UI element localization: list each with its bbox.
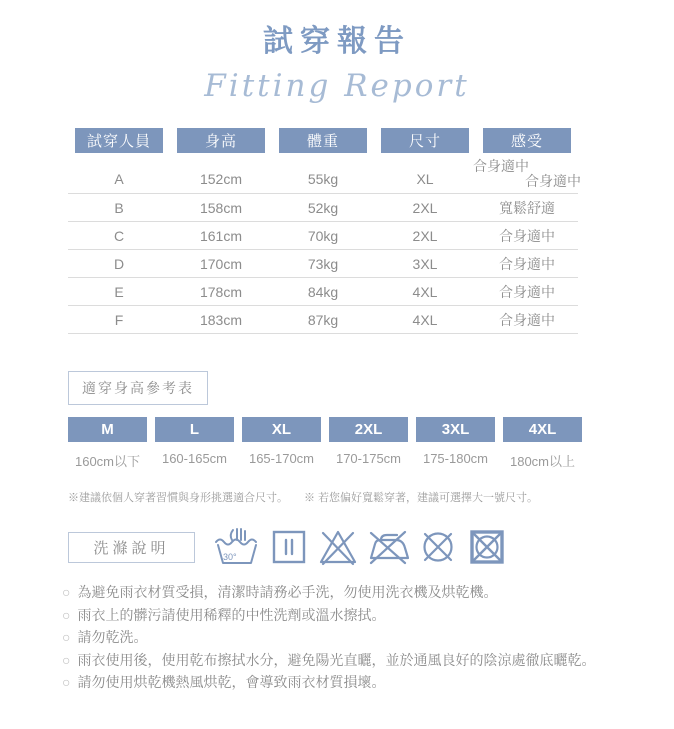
svg-text:30°: 30° — [223, 552, 237, 562]
size-ranges-row — [68, 451, 582, 470]
cell-person: E — [114, 283, 124, 300]
cell-weight: 52kg — [307, 199, 339, 216]
cell-height: 183cm — [199, 311, 243, 328]
size-range: 160cm以下 — [74, 454, 141, 469]
header-cell-feel: 感受 — [483, 128, 571, 153]
do-not-iron-icon — [367, 527, 409, 567]
cell-height: 158cm — [199, 199, 243, 216]
size-badge-4xl: 4XL — [503, 417, 582, 442]
cell-size: 2XL — [412, 199, 438, 216]
list-item — [62, 626, 622, 649]
size-reference-section — [68, 334, 578, 505]
cell-weight: 87kg — [307, 311, 339, 328]
cell-feel: 合身適中 — [499, 227, 555, 244]
cell-height: 178cm — [199, 283, 243, 300]
size-range: 160-165cm — [161, 451, 228, 466]
cell-person: D — [113, 255, 125, 272]
header-cell-person: 試穿人員 — [75, 128, 163, 153]
table-row — [68, 250, 578, 278]
table-row — [68, 153, 581, 194]
cell-person: B — [114, 199, 124, 216]
circle-bullet-icon: ○ — [62, 606, 71, 623]
size-range: 165-170cm — [248, 451, 315, 466]
cell-feel: 合身適中 — [499, 283, 555, 300]
table-row — [68, 222, 578, 250]
page-title: 試穿報告 — [263, 25, 411, 58]
do-not-dry-clean-icon — [418, 527, 458, 567]
care-instruction-text: 雨衣上的髒污請使用稀釋的中性洗劑或溫水擦拭。 — [77, 606, 386, 623]
cell-feel-line: 合身適中 — [525, 173, 581, 189]
do-not-bleach-icon — [318, 527, 358, 567]
care-instruction-text: 請勿使用烘乾機熱風烘乾，會導致雨衣材質損壞。 — [77, 674, 386, 690]
cell-feel — [473, 158, 581, 193]
table-row — [68, 306, 578, 334]
list-item — [62, 649, 622, 672]
size-reference-label: 適穿身高參考表 — [68, 371, 208, 405]
care-instruction-text: 為避免雨衣材質受損，清潔時請務必手洗，勿使用洗衣機及烘乾機。 — [77, 584, 498, 600]
washing-label: 洗滌說明 — [68, 532, 195, 563]
size-badge-xl: XL — [242, 417, 321, 442]
size-range: 180cm以上 — [509, 454, 576, 469]
cell-size: 4XL — [412, 283, 438, 300]
size-notes — [68, 489, 578, 505]
table-row — [68, 278, 578, 306]
cell-size: 2XL — [412, 227, 438, 244]
size-note: ※ 若您偏好寬鬆穿著，建議可選擇大一號尺寸。 — [304, 492, 539, 504]
size-badge-m: M — [68, 417, 147, 442]
size-range: 170-175cm — [335, 451, 402, 466]
header-cell-size: 尺寸 — [381, 128, 469, 153]
care-instruction-text: 請勿乾洗。 — [77, 629, 148, 645]
cell-weight: 70kg — [307, 227, 339, 244]
header-cell-height: 身高 — [177, 128, 265, 153]
circle-bullet-icon: ○ — [62, 651, 71, 668]
cell-size: 3XL — [412, 255, 438, 272]
cell-size: 4XL — [412, 311, 438, 328]
cell-feel: 合身適中 — [499, 311, 555, 328]
circle-bullet-icon: ○ — [62, 674, 71, 690]
size-badge-2xl: 2XL — [329, 417, 408, 442]
cell-feel: 合身適中 — [499, 255, 555, 272]
cell-size: XL — [416, 171, 434, 187]
size-badge-l: L — [155, 417, 234, 442]
size-range: 175-180cm — [422, 451, 489, 466]
do-not-tumble-dry-icon — [467, 527, 507, 567]
circle-bullet-icon: ○ — [62, 584, 71, 600]
cell-person: C — [113, 227, 125, 244]
circle-bullet-icon: ○ — [62, 629, 71, 645]
list-item — [62, 604, 622, 627]
list-item — [62, 581, 622, 604]
cell-feel-overlap-line: 合身適中 — [473, 158, 529, 174]
cell-height: 170cm — [199, 255, 243, 272]
cell-person: A — [114, 171, 124, 187]
hand-wash-30-icon — [214, 527, 260, 567]
list-item — [62, 671, 622, 694]
cell-weight: 55kg — [307, 171, 339, 187]
fitting-table-header — [68, 128, 578, 153]
cell-feel: 寬鬆舒適 — [499, 199, 555, 216]
table-row — [68, 194, 578, 222]
page-subtitle: Fitting Report — [204, 68, 470, 104]
care-instruction-text: 雨衣使用後，使用乾布擦拭水分，避免陽光直曬，並於通風良好的陰涼處徹底曬乾。 — [77, 651, 596, 668]
washing-section — [68, 526, 578, 568]
care-instructions-list — [62, 581, 622, 694]
cell-weight: 84kg — [307, 283, 339, 300]
size-badge-3xl: 3XL — [416, 417, 495, 442]
drip-dry-icon — [269, 527, 309, 567]
fitting-table — [68, 128, 581, 334]
cell-height: 161cm — [199, 227, 243, 244]
cell-weight: 73kg — [307, 255, 339, 272]
size-note: ※建議依個人穿著習慣與身形挑選適合尺寸。 — [68, 492, 288, 504]
header-cell-weight: 體重 — [279, 128, 367, 153]
size-buttons-row — [68, 417, 582, 442]
cell-person: F — [114, 311, 124, 328]
cell-height: 152cm — [199, 171, 243, 187]
washing-icons — [214, 527, 507, 567]
